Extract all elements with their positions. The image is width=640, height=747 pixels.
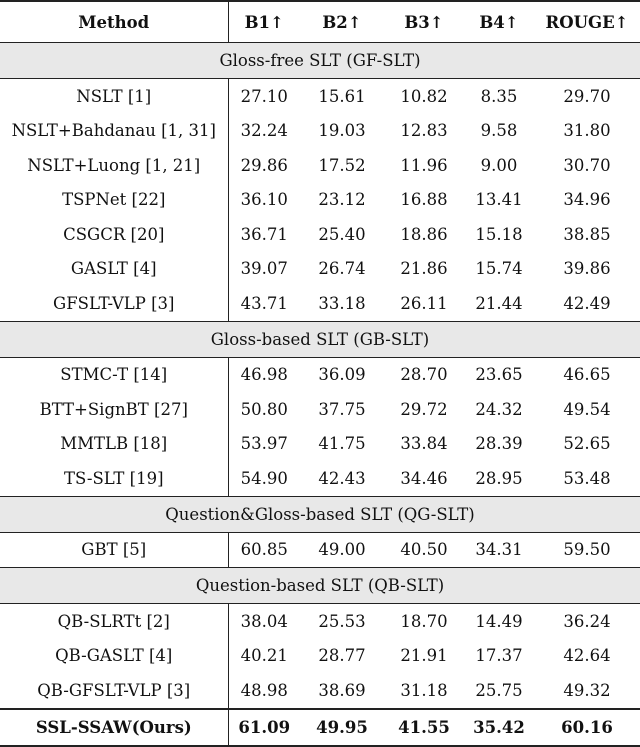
cell-b2: 15.61	[318, 86, 366, 106]
cell-b1: 54.90	[240, 468, 288, 488]
table-row	[0, 79, 640, 114]
cell-rouge: 42.49	[563, 293, 611, 313]
cell-b1: 48.98	[240, 680, 288, 700]
cell-method: BTT+SignBT [27]	[0, 392, 228, 427]
table-header	[0, 1, 640, 43]
cell-b2: 26.74	[318, 259, 366, 279]
cell-b2: 38.69	[318, 680, 366, 700]
cell-b4: 14.49	[475, 611, 523, 631]
cell-b1: 43.71	[240, 293, 288, 313]
cell-b3: 33.84	[400, 434, 448, 454]
cell-b4: 24.32	[475, 399, 523, 419]
cell-method: NSLT+Luong [1, 21]	[0, 148, 228, 183]
cell-rouge: 34.96	[563, 190, 611, 210]
cell-b3: 21.91	[400, 646, 448, 666]
cell-rouge: 38.85	[563, 224, 611, 244]
cell-method: GASLT [4]	[0, 252, 228, 287]
table-row	[0, 673, 640, 709]
ours-cell-b1: 61.09	[228, 709, 300, 746]
cell-b3: 29.72	[400, 399, 448, 419]
cell-b2: 19.03	[318, 121, 366, 141]
header-b1: B1↑	[228, 1, 300, 43]
cell-method: MMTLB [18]	[0, 427, 228, 462]
cell-b1: 36.71	[240, 224, 288, 244]
cell-b3: 18.70	[400, 611, 448, 631]
cell-b1: 38.04	[240, 611, 288, 631]
table-row	[0, 148, 640, 183]
ours-row	[0, 709, 640, 746]
cell-method: NSLT [1]	[0, 79, 228, 114]
cell-rouge: 49.54	[563, 399, 611, 419]
cell-rouge: 46.65	[563, 365, 611, 385]
cell-b4: 23.65	[475, 365, 523, 385]
ours-cell-method: SSL-SSAW(Ours)	[0, 709, 228, 746]
cell-b3: 34.46	[400, 468, 448, 488]
cell-rouge: 39.86	[563, 259, 611, 279]
cell-b4: 8.35	[480, 86, 518, 106]
table-row	[0, 427, 640, 462]
table-row	[0, 639, 640, 674]
table-row	[0, 183, 640, 218]
cell-rouge: 59.50	[563, 540, 611, 560]
cell-method: QB-GASLT [4]	[0, 639, 228, 674]
cell-rouge: 30.70	[563, 155, 611, 175]
table-row	[0, 217, 640, 252]
section-title: Question-based SLT (QB-SLT)	[0, 568, 640, 604]
cell-rouge: 31.80	[563, 121, 611, 141]
cell-b1: 36.10	[240, 190, 288, 210]
cell-b1: 27.10	[240, 86, 288, 106]
section-title: Gloss-based SLT (GB-SLT)	[0, 321, 640, 357]
cell-b1: 46.98	[240, 365, 288, 385]
section-header-row	[0, 568, 640, 604]
cell-b4: 28.95	[475, 468, 523, 488]
section-header-row	[0, 321, 640, 357]
cell-b1: 53.97	[240, 434, 288, 454]
ours-cell-b3: 41.55	[384, 709, 464, 746]
cell-rouge: 42.64	[563, 646, 611, 666]
section-title: Gloss-free SLT (GF-SLT)	[0, 43, 640, 79]
cell-b3: 10.82	[400, 86, 448, 106]
cell-b2: 25.53	[318, 611, 366, 631]
cell-rouge: 52.65	[563, 434, 611, 454]
cell-b2: 33.18	[318, 293, 366, 313]
cell-b2: 37.75	[318, 399, 366, 419]
table-row	[0, 532, 640, 568]
header-b3: B3↑	[384, 1, 464, 43]
cell-b1: 40.21	[240, 646, 288, 666]
cell-b2: 42.43	[318, 468, 366, 488]
section-header-row	[0, 43, 640, 79]
cell-b3: 26.11	[400, 293, 448, 313]
header-b4: B4↑	[464, 1, 534, 43]
cell-rouge: 49.32	[563, 680, 611, 700]
cell-b2: 28.77	[318, 646, 366, 666]
table-row	[0, 604, 640, 639]
cell-b3: 21.86	[400, 259, 448, 279]
cell-b4: 9.00	[480, 155, 518, 175]
cell-b2: 36.09	[318, 365, 366, 385]
cell-method: CSGCR [20]	[0, 217, 228, 252]
section-header-row	[0, 496, 640, 532]
cell-b1: 50.80	[240, 399, 288, 419]
ours-cell-b2: 49.95	[300, 709, 384, 746]
cell-method: QB-GFSLT-VLP [3]	[0, 673, 228, 709]
table-row	[0, 461, 640, 496]
table-row	[0, 252, 640, 287]
cell-b3: 16.88	[400, 190, 448, 210]
cell-b3: 28.70	[400, 365, 448, 385]
cell-b3: 31.18	[400, 680, 448, 700]
cell-rouge: 36.24	[563, 611, 611, 631]
cell-b3: 40.50	[400, 540, 448, 560]
cell-b4: 13.41	[475, 190, 523, 210]
cell-method: STMC-T [14]	[0, 357, 228, 392]
cell-rouge: 29.70	[563, 86, 611, 106]
cell-b1: 60.85	[240, 540, 288, 560]
cell-b4: 17.37	[475, 646, 523, 666]
table-row	[0, 357, 640, 392]
header-rouge: ROUGE↑	[534, 1, 640, 43]
cell-method: QB-SLRTt [2]	[0, 604, 228, 639]
cell-method: NSLT+Bahdanau [1, 31]	[0, 114, 228, 149]
cell-b3: 12.83	[400, 121, 448, 141]
cell-b4: 34.31	[475, 540, 523, 560]
cell-method: GBT [5]	[0, 532, 228, 568]
cell-b4: 15.74	[475, 259, 523, 279]
cell-b4: 15.18	[475, 224, 523, 244]
cell-b2: 41.75	[318, 434, 366, 454]
cell-rouge: 53.48	[563, 468, 611, 488]
cell-b1: 39.07	[240, 259, 288, 279]
cell-b3: 11.96	[400, 155, 448, 175]
cell-b2: 25.40	[318, 224, 366, 244]
section-title: Question&Gloss-based SLT (QG-SLT)	[0, 496, 640, 532]
ours-cell-rouge: 60.16	[534, 709, 640, 746]
table-row	[0, 392, 640, 427]
header-method: Method	[0, 1, 228, 43]
header-b2: B2↑	[300, 1, 384, 43]
cell-b4: 25.75	[475, 680, 523, 700]
cell-b1: 32.24	[240, 121, 288, 141]
table-row	[0, 114, 640, 149]
cell-b4: 28.39	[475, 434, 523, 454]
cell-b2: 49.00	[318, 540, 366, 560]
cell-b2: 23.12	[318, 190, 366, 210]
cell-b3: 18.86	[400, 224, 448, 244]
cell-method: TS-SLT [19]	[0, 461, 228, 496]
table-body	[0, 43, 640, 746]
cell-b4: 9.58	[480, 121, 518, 141]
cell-method: GFSLT-VLP [3]	[0, 286, 228, 321]
cell-b4: 21.44	[475, 293, 523, 313]
table-row	[0, 286, 640, 321]
cell-method: TSPNet [22]	[0, 183, 228, 218]
cell-b1: 29.86	[240, 155, 288, 175]
ours-cell-b4: 35.42	[464, 709, 534, 746]
cell-b2: 17.52	[318, 155, 366, 175]
